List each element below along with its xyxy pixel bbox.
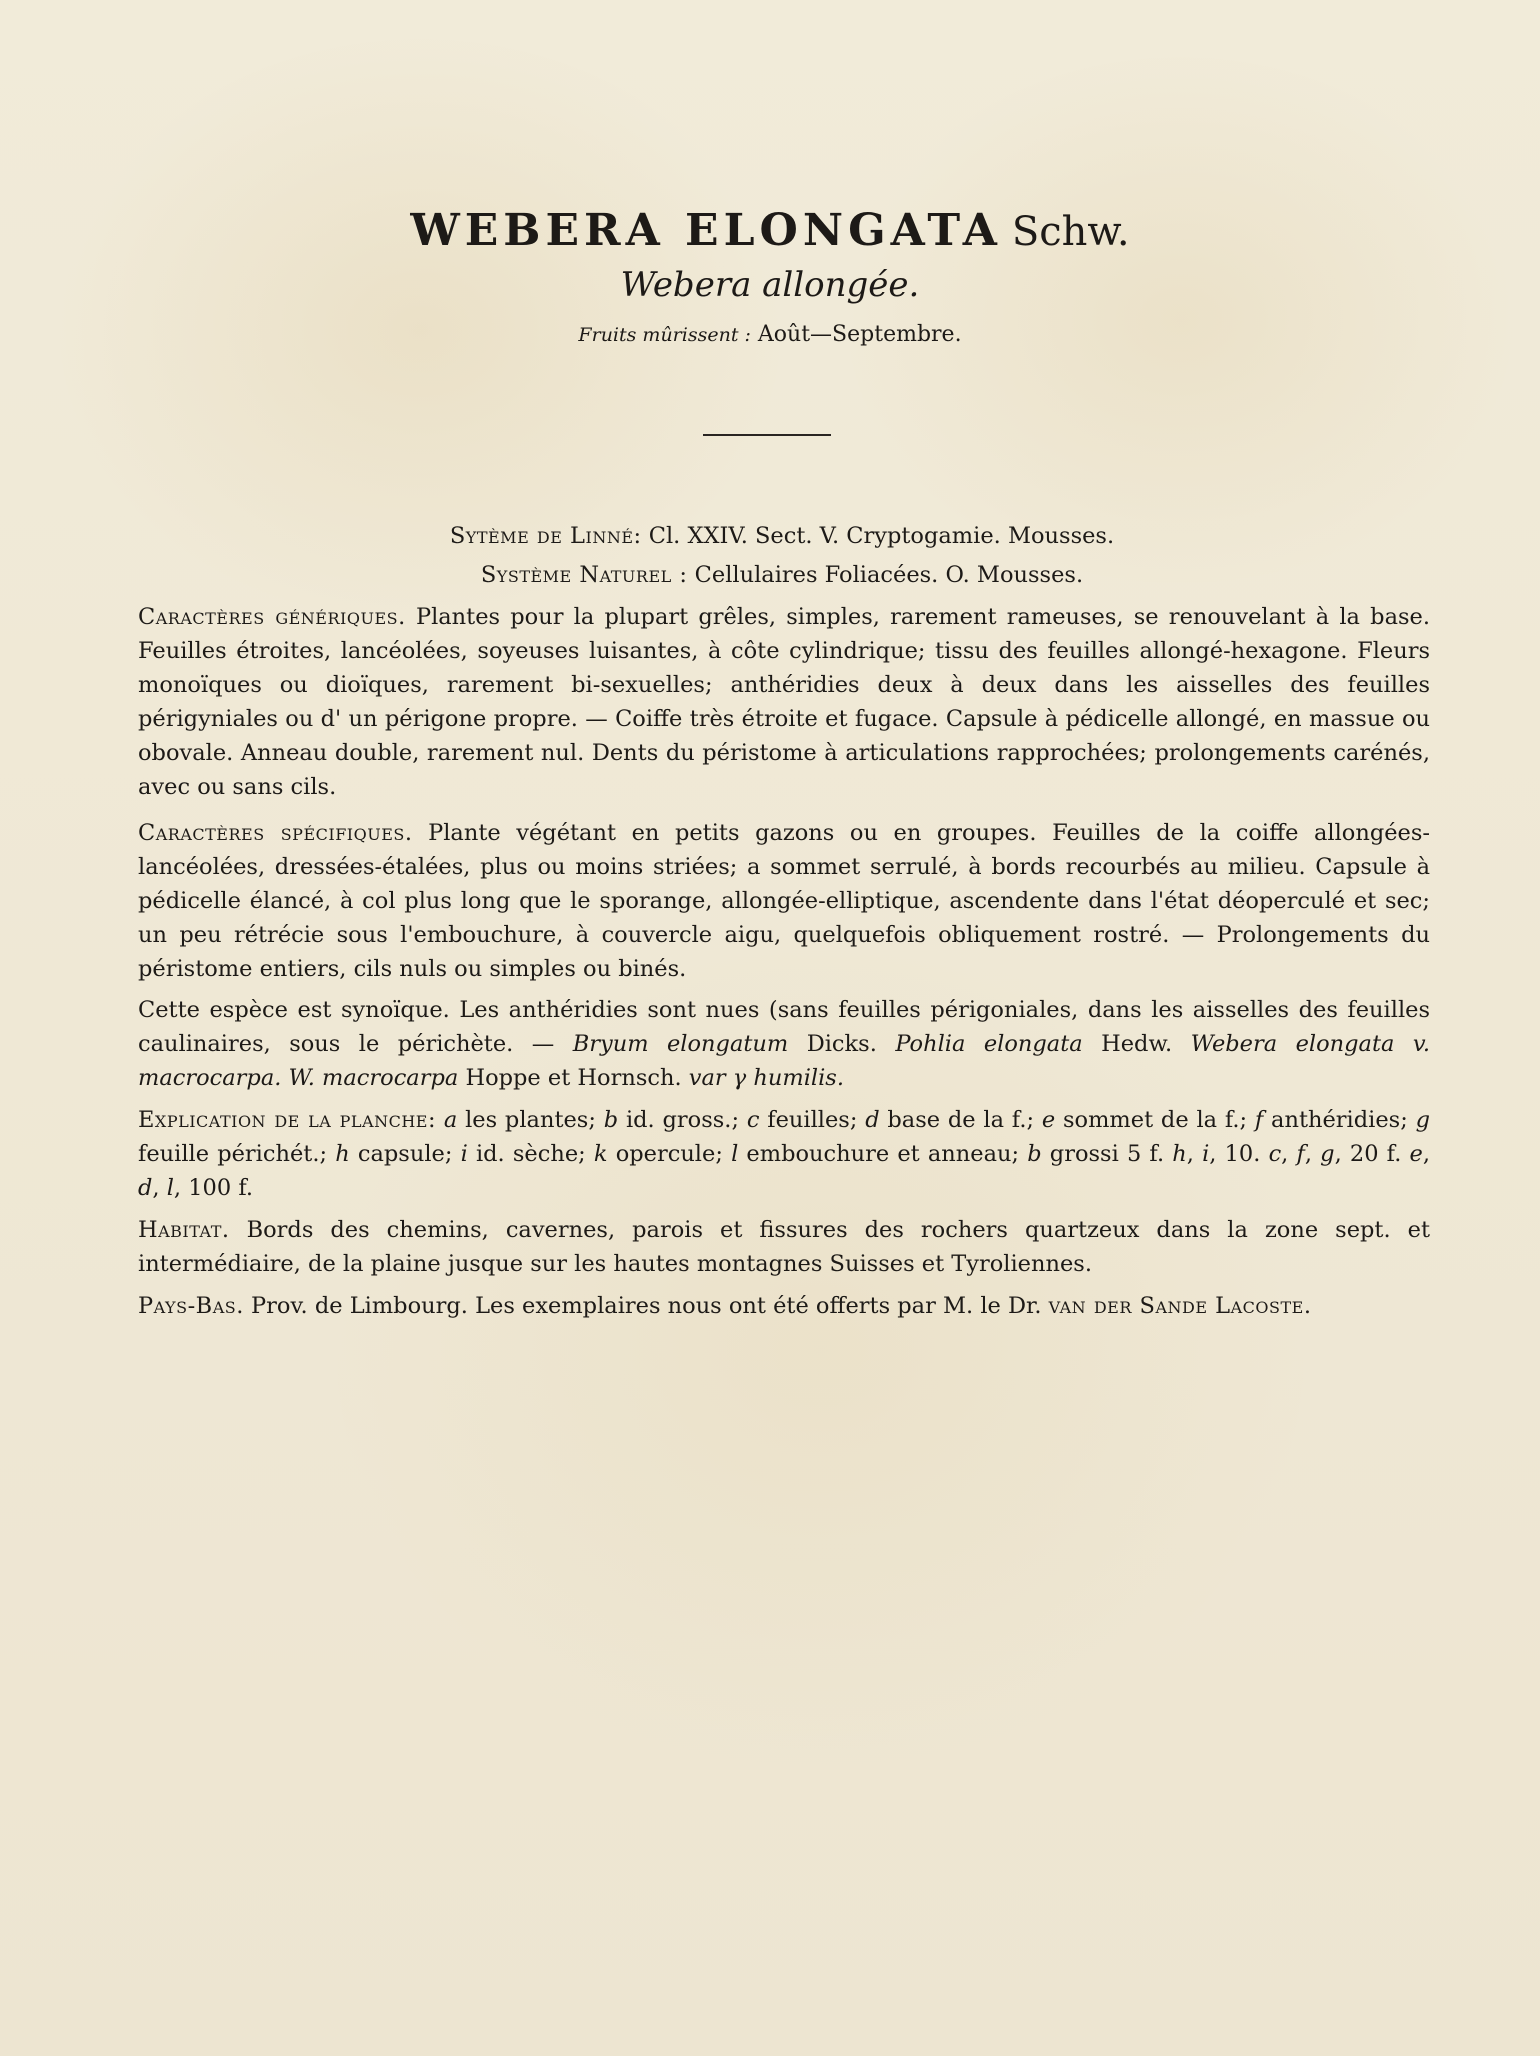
synonym-macrocarpa-author: Hoppe et Hornsch. [465,1065,682,1091]
specifiques-label: Caractères spécifiques. [138,820,413,846]
figure-letter: l [731,1141,739,1167]
title-author: Schw. [1011,209,1130,255]
specifiques-text: Plante végétant en petits gazons ou en groupes. Feuilles de la coiffe allongées-lancéolées, dressées-étalées, plus ou moins striées; a sommet serrulé, à bords recourbés au milieu. Capsule à pédicelle élancé, à col plus long que le sporange, allongée-elliptique, ascendente dans l'état déoperculé et sec; un peu rétrécie sous l'embouchure, à couvercle aigu, quelquefois obliquement rostré. — Prolongements du péristome entiers, cils nuls ou simples ou binés. [138,820,1430,982]
collector-name: van der Sande Lacoste. [1048,1293,1312,1319]
figure-caption-text: opercule; [607,1141,732,1167]
figure-caption-text: embouchure et anneau; [738,1141,1028,1167]
figure-caption-text: grossi 5 f. [1041,1141,1173,1167]
figure-letter: c [746,1107,760,1133]
figure-caption-text: , 20 f. [1334,1141,1410,1167]
title-species: WEBERA ELONGATA [410,205,1002,256]
figure-caption-text: base de la f.; [879,1107,1042,1133]
habitat-label: Habitat. [138,1217,230,1243]
figure-letter: f [1296,1141,1305,1167]
figure-letter: h [335,1141,350,1167]
figure-caption-text: , [1281,1141,1297,1167]
synonym-bryum: Bryum elongatum [572,1031,789,1057]
habitat [134,1213,1430,1281]
generiques-label: Caractères génériques. [138,604,406,630]
linne-text: Cl. XXIV. Sect. V. Cryptogamie. Mousses. [648,523,1115,549]
synoique-text: Cette espèce est synoïque. Les anthéridies sont nues (sans feuilles périgoniales, dans les aisselles des feuilles caulinaires, sous le périchète. — [138,997,1430,1057]
synonym-pohlia: Pohlia elongata [895,1031,1083,1057]
figure-letter: d [865,1107,880,1133]
figure-letter: i [460,1141,468,1167]
caracteres-specifiques [134,816,1430,986]
figure-letter: l [166,1175,174,1201]
figure-letter: b [603,1107,619,1133]
systeme-naturel [134,558,1430,592]
figure-caption-text: feuille périchét.; [138,1141,336,1167]
synonym-variety: var γ humilis. [688,1065,845,1091]
figure-letter: b [1027,1141,1042,1167]
figure-letter: d [138,1175,153,1201]
pays-bas [134,1289,1430,1323]
naturel-label: Système Naturel : [480,562,688,588]
figure-letter: e [1409,1141,1423,1167]
fruiting-season [0,322,1540,347]
figure-caption-text: les plantes; [457,1107,604,1133]
figure-letter: c [1268,1141,1282,1167]
figure-letter: i [1202,1141,1210,1167]
figure-letter: a [443,1107,458,1133]
figure-letter: g [1415,1107,1430,1133]
figure-caption-text: id. gross.; [618,1107,747,1133]
figure-caption-text: capsule; [349,1141,461,1167]
synonym-pohlia-author: Hedw. [1101,1031,1173,1057]
figure-caption-text: , [1304,1141,1321,1167]
figure-letter: k [593,1141,608,1167]
explication-label: Explication de la planche: [138,1107,437,1133]
explication-planche [134,1103,1430,1205]
figure-caption-text: sommet de la f.; [1055,1107,1255,1133]
figure-caption-text: , [152,1175,167,1201]
title-divider [703,434,831,436]
synonym-bryum-author: Dicks. [806,1031,877,1057]
systeme-linne [134,519,1430,553]
caracteres-generiques [134,600,1430,804]
figure-caption-text: , [1186,1141,1203,1167]
fruiting-value: Août—Septembre. [757,322,962,347]
habitat-text: Bords des chemins, cavernes, parois et fissures des rochers quartzeux dans la zone sept. et intermédiaire, de la plaine jusque sur les hautes montagnes Suisses et Tyroliennes. [138,1217,1431,1277]
figure-letter: h [1172,1141,1187,1167]
page-title [0,205,1540,256]
french-name: Webera allongée. [620,265,920,305]
naturel-text: Cellulaires Foliacées. O. Mousses. [694,562,1084,588]
figure-letter: e [1041,1107,1056,1133]
paysbas-label: Pays-Bas. [138,1293,244,1319]
paysbas-text: Prov. de Limbourg. Les exemplaires nous ont été offerts par M. le Dr. [251,1293,1042,1319]
figure-caption-text: anthéridies; [1263,1107,1416,1133]
figure-letter: g [1320,1141,1335,1167]
figure-caption-text: feuilles; [759,1107,866,1133]
synonym-macrocarpa: Webera elongata v. macrocarpa. W. macrocarpa [138,1031,1431,1091]
figure-caption-text: id. sèche; [467,1141,594,1167]
synoique-paragraph [134,993,1430,1095]
figure-letter: f [1254,1107,1264,1133]
figure-caption-text: , 100 f. [173,1175,254,1201]
figure-caption-text: , 10. [1209,1141,1269,1167]
figure-caption-text: , [1422,1141,1430,1167]
fruiting-label: Fruits mûrissent : [578,324,751,346]
linne-label: Sytème de Linné: [449,523,642,549]
generiques-text: Plantes pour la plupart grêles, simples, rarement rameuses, se renouvelant à la base. Feuilles étroites, lancéolées, soyeuses luisantes, à côte cylindrique; tissu des feuilles allongé-hexagone. Fleurs monoïques ou dioïques, rarement bi-sexuelles; anthéridies deux à deux dans les aisselles des feuilles périgyniales ou d' un périgone propre. — Coiffe très étroite et fugace. Capsule à pédicelle allongé, en massue ou obovale. Anneau double, rarement nul. Dents du péristome à articulations rapprochées; prolongements carénés, avec ou sans cils. [138,604,1430,800]
